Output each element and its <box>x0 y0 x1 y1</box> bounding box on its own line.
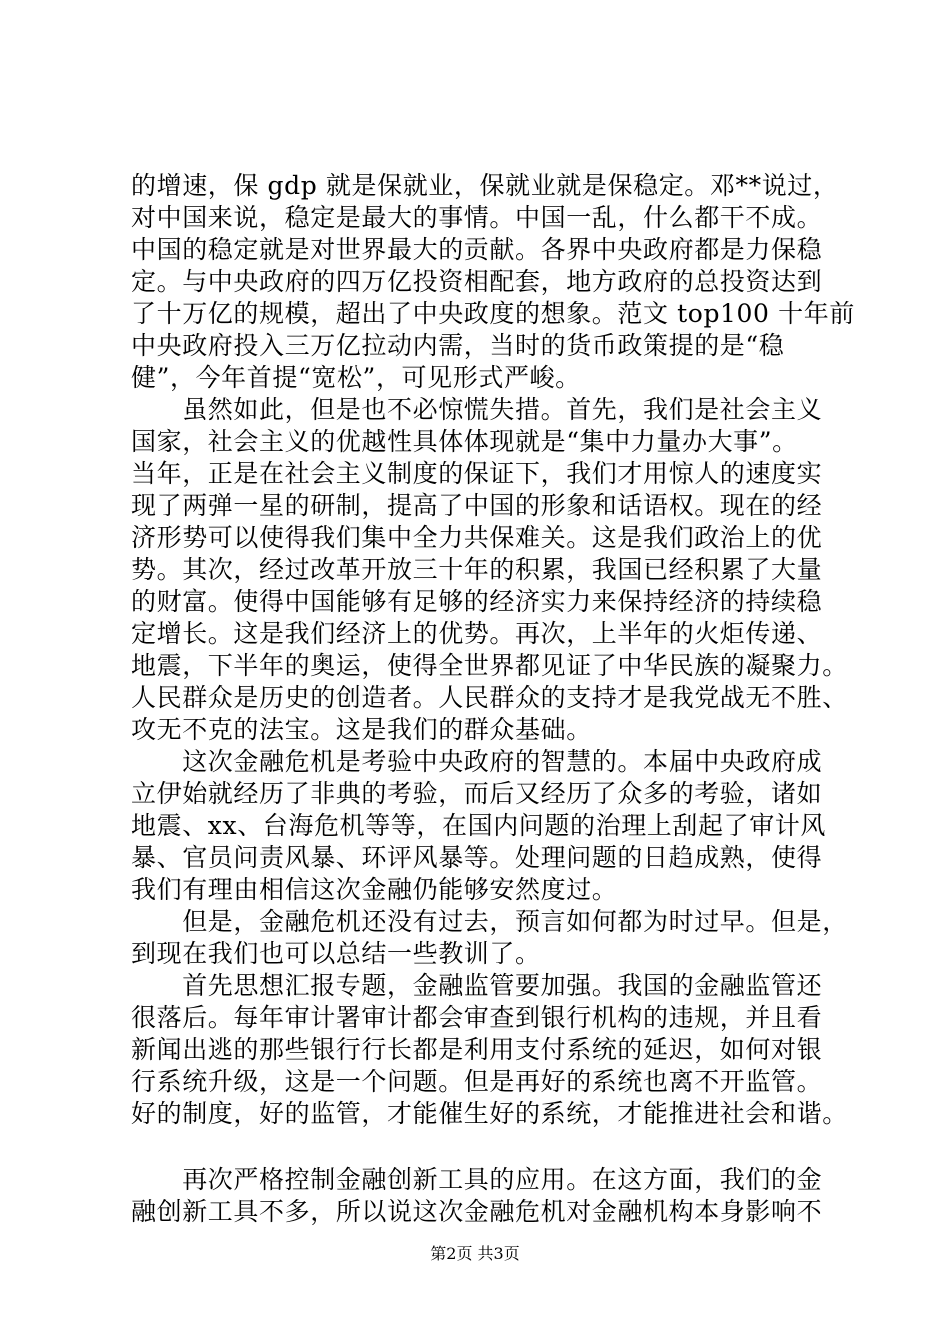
text-line: 行系统升级，这是一个问题。但是再好的系统也离不开监管。 <box>131 1067 823 1096</box>
text-line: 势。其次，经过改革开放三十年的积累，我国已经积累了大量 <box>131 555 823 584</box>
text-line: 融创新工具不多，所以说这次金融危机对金融机构本身影响不 <box>131 1197 823 1226</box>
text-line: 的财富。使得中国能够有足够的经济实力来保持经济的持续稳 <box>131 587 823 616</box>
text-line: 新闻出逃的那些银行行长都是利用支付系统的延迟，如何对银 <box>131 1035 823 1064</box>
text-line: 国家，社会主义的优越性具体体现就是“集中力量办大事”。 <box>131 427 798 456</box>
text-line: 人民群众是历史的创造者。人民群众的支持才是我党战无不胜、 <box>131 683 848 712</box>
text-line: 对中国来说，稳定是最大的事情。中国一乱，什么都干不成。 <box>131 203 823 232</box>
text-line: 暴、官员问责风暴、环评风暴等。处理问题的日趋成熟，使得 <box>131 843 823 872</box>
text-line: 再次严格控制金融创新工具的应用。在这方面，我们的金 <box>131 1165 823 1194</box>
text-line: 的增速，保 gdp 就是保就业，保就业就是保稳定。邓**说过， <box>131 171 839 200</box>
text-line: 到现在我们也可以总结一些教训了。 <box>131 939 541 968</box>
text-line: 立伊始就经历了非典的考验，而后又经历了众多的考验，诸如 <box>131 779 823 808</box>
text-line: 但是，金融危机还没有过去，预言如何都为时过早。但是， <box>131 907 848 936</box>
text-line: 攻无不克的法宝。这是我们的群众基础。 <box>131 715 592 744</box>
text-line: 中国的稳定就是对世界最大的贡献。各界中央政府都是力保稳 <box>131 235 823 264</box>
text-line: 健”，今年首提“宽松”，可见形式严峻。 <box>131 363 581 392</box>
text-line: 地震、xx、台海危机等等，在国内问题的治理上刮起了审计风 <box>131 811 827 840</box>
text-line: 首先思想汇报专题，金融监管要加强。我国的金融监管还 <box>131 971 823 1000</box>
page-footer: 第2页 共3页 <box>430 1244 520 1263</box>
paragraph-gap <box>131 1130 863 1164</box>
text-line: 虽然如此，但是也不必惊慌失措。首先，我们是社会主义 <box>131 395 823 424</box>
text-line: 现了两弹一星的研制，提高了中国的形象和话语权。现在的经 <box>131 491 823 520</box>
text-line: 好的制度，好的监管，才能催生好的系统，才能推进社会和谐。 <box>131 1099 848 1128</box>
text-line: 定。与中央政府的四万亿投资相配套，地方政府的总投资达到 <box>131 267 823 296</box>
text-line: 了十万亿的规模，超出了中央政度的想象。范文 top100 十年前 <box>131 299 855 328</box>
document-body <box>131 170 863 1228</box>
text-line: 这次金融危机是考验中央政府的智慧的。本届中央政府成 <box>131 747 823 776</box>
text-line: 济形势可以使得我们集中全力共保难关。这是我们政治上的优 <box>131 523 823 552</box>
text-line: 地震，下半年的奥运，使得全世界都见证了中华民族的凝聚力。 <box>131 651 848 680</box>
text-line: 很落后。每年审计署审计都会审查到银行机构的违规，并且看 <box>131 1003 823 1032</box>
text-line: 我们有理由相信这次金融仍能够安然度过。 <box>131 875 618 904</box>
text-line: 当年，正是在社会主义制度的保证下，我们才用惊人的速度实 <box>131 459 823 488</box>
text-line: 中央政府投入三万亿拉动内需，当时的货币政策提的是“稳 <box>131 331 785 360</box>
text-line: 定增长。这是我们经济上的优势。再次，上半年的火炬传递、 <box>131 619 823 648</box>
